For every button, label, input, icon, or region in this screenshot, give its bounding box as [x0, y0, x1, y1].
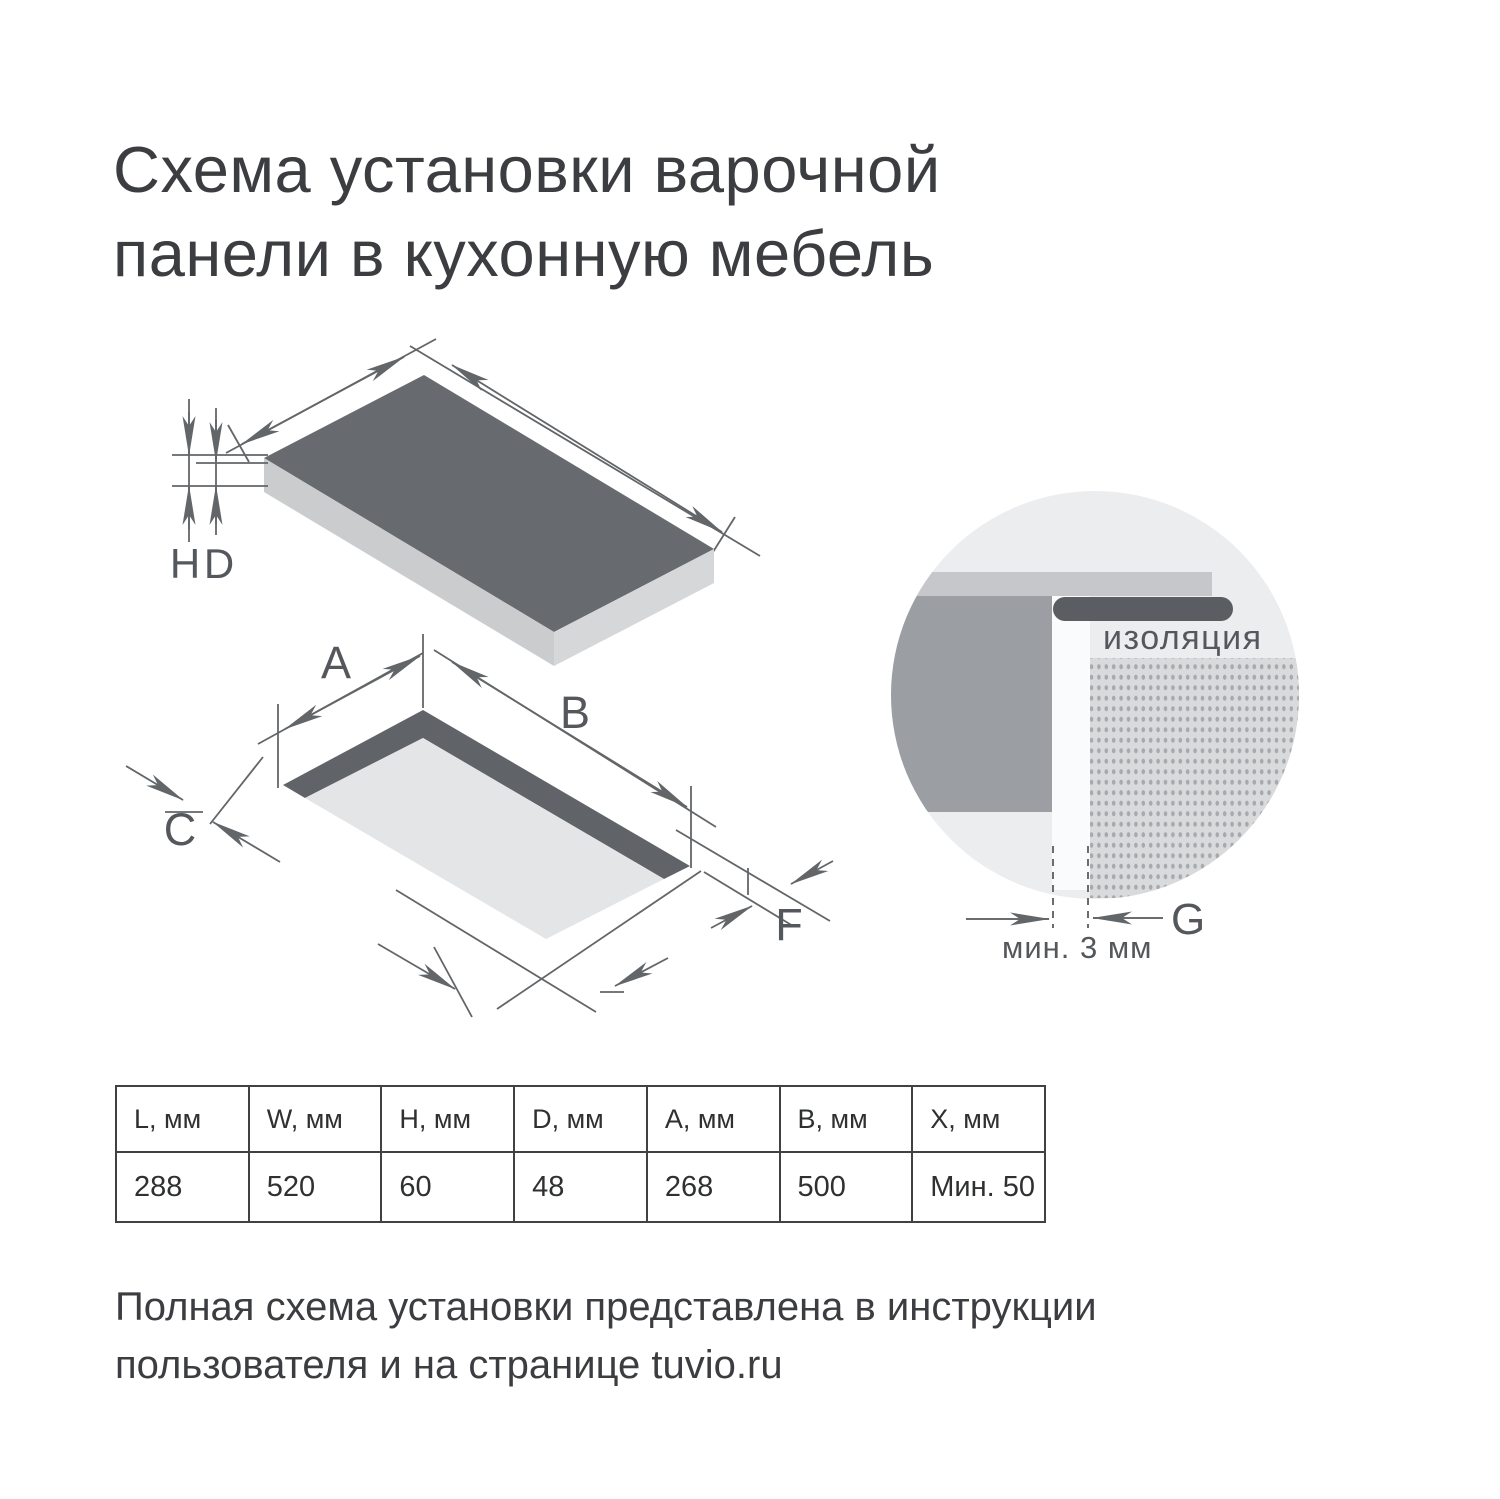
- table-value-cell: 268: [647, 1152, 780, 1222]
- table-value-row: [116, 1152, 1045, 1222]
- label-g: G: [1171, 895, 1206, 944]
- dim-f-lower-arrow: [711, 906, 752, 928]
- dim-bottom-witness-tick: [434, 947, 472, 1017]
- dim-a-arrow-line: [285, 656, 420, 729]
- table-value-cell: 288: [116, 1152, 249, 1222]
- dim-f-upper-arrow: [791, 861, 833, 884]
- table-value-cell: 60: [381, 1152, 514, 1222]
- perforated-panel-dots: [1090, 658, 1308, 898]
- dim-c-upper-arrow: [126, 766, 183, 800]
- dim-c-lower-arrow: [213, 822, 280, 862]
- min-gap-label: мин. 3 мм: [1002, 930, 1153, 965]
- table-header-cell: A, мм: [647, 1086, 780, 1152]
- table-value-cell: 48: [514, 1152, 647, 1222]
- footer-note-line2: пользователя и на странице tuvio.ru: [115, 1343, 783, 1387]
- counter-block: [880, 596, 1052, 812]
- footer-note: [115, 1278, 1215, 1394]
- table-header-cell: X, мм: [912, 1086, 1045, 1152]
- table-header-cell: D, мм: [514, 1086, 647, 1152]
- hob-panel-diagram: [169, 339, 760, 666]
- insulation-bar: [1053, 597, 1233, 621]
- label-d: D: [203, 540, 235, 587]
- dim-bottom-left-arrow: [378, 944, 455, 989]
- dim-bottom-right-arrow: [615, 958, 668, 986]
- label-a: A: [320, 637, 352, 688]
- dimensions-table: [115, 1085, 1046, 1223]
- table-header-cell: H, мм: [381, 1086, 514, 1152]
- label-h: H: [169, 540, 201, 587]
- page-title-line2: панели в кухонную мебель: [113, 217, 935, 290]
- table-header-cell: W, мм: [249, 1086, 382, 1152]
- footer-note-line1: Полная схема установки представлена в инструкции: [115, 1285, 1097, 1329]
- table-header-row: [116, 1086, 1045, 1152]
- detail-circle: [880, 491, 1308, 965]
- dim-c-witness-tick: [210, 757, 263, 824]
- table-header-cell: B, мм: [780, 1086, 913, 1152]
- dim-short-witness-tick: [228, 425, 249, 462]
- table-header-cell: L, мм: [116, 1086, 249, 1152]
- cutout-diagram: [126, 634, 833, 1017]
- table-value-cell: 520: [249, 1152, 382, 1222]
- insulation-label: изоляция: [1103, 619, 1263, 657]
- label-f: F: [775, 899, 803, 950]
- counter-top-band: [890, 572, 1212, 596]
- table-value-cell: Мин. 50: [912, 1152, 1045, 1222]
- page-title-line1: Схема установки варочной: [113, 133, 941, 206]
- dim-long-witness-tick: [713, 517, 735, 552]
- label-b: B: [559, 687, 591, 738]
- gap-strip: [1052, 596, 1090, 890]
- table-value-cell: 500: [780, 1152, 913, 1222]
- label-c: C: [163, 804, 197, 855]
